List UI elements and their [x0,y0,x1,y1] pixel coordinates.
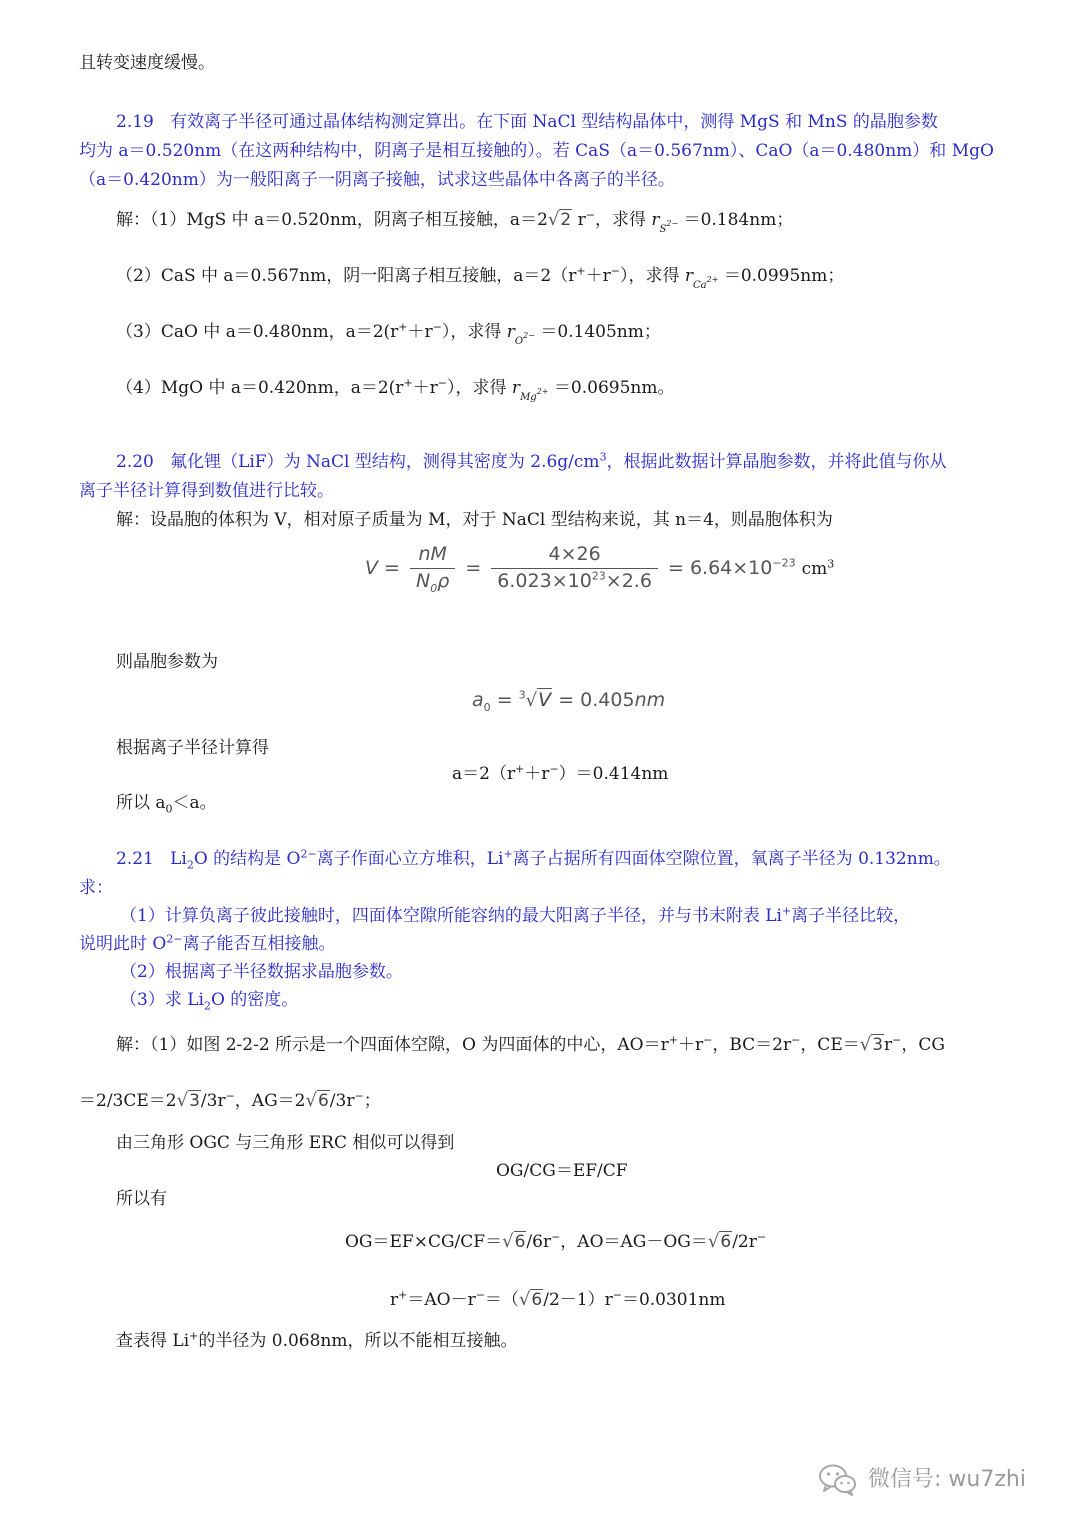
text-line: 所以 $a_0<a$。 [116,793,217,816]
text-line: 说明此时 $O^{2-}$离子能否互相接触。 [79,932,336,954]
question-number: 2.20 [116,452,154,472]
text-line: （a＝0.420nm）为一般阳离子一阴离子接触，试求这些晶体中各离子的半径。 [79,170,675,190]
question-number: 2.19 [116,112,154,132]
text-line: （3）求 $Li_2O$ 的密度。 [120,990,299,1013]
formula-a: a＝2（r+＋r−）＝0.414nm [452,762,669,784]
solution-line: ＝2/3CE＝2√3/3r−，AG＝2√6/3r−； [79,1089,381,1113]
wechat-icon [818,1463,858,1497]
solution-line: 解：（1）MgS 中 a＝0.520nm，阴离子相互接触，a＝2√2 r−，求得 $r_{S^{2-}} =0.184nm$； [116,208,794,235]
text-line: 根据离子半径计算得 [116,738,269,758]
solution-line: （3）CaO 中 a＝0.480nm，a＝2(r+＋r−），求得 $r_{O^{2-}} =0.1405nm$； [116,320,661,347]
question-2-21: 2.21 $Li_2O$ 的结构是 $O^{2-}$离子作面心立方堆积，Li+离子占据所有四面体空隙位置，氧离子半径为 0.132nm。 [116,847,951,872]
text-line: 查表得 Li+的半径为 0.068nm，所以不能相互接触。 [116,1329,518,1351]
formula-og: OG＝EF×CG/CF＝√6/6r−，AO＝AG－OG＝√6/2r− [345,1230,767,1252]
formula-a0: $a_0 = ^3√V = 0.405nm$ [472,688,666,714]
text-line: 离子半径计算得到数值进行比较。 [79,481,334,501]
text-line: 则晶胞参数为 [116,652,218,672]
formula-volume: V = $\frac{nM}{N_0\rho}$ = $\frac{4\times 26}{6.023\times 10^{23}\times 2.6}$ = $6.64\times 10^{-23}$ $cm^3$ [365,543,835,595]
text-line: （1）计算负离子彼此接触时，四面体空隙所能容纳的最大阳离子半径，并与书末附表 Li+离子半径比较， [120,904,911,926]
question-number: 2.21 [116,849,154,869]
question-2-20: 2.20 氟化锂（LiF）为 NaCl 型结构，测得其密度为 $2.6g/cm^3$，根据此数据计算晶胞参数，并将此值与你从 [116,450,947,472]
solution-line: 解：（1）如图 2-2-2 所示是一个四面体空隙，O 为四面体的中心，AO＝r+＋r−，BC＝2r−，CE＝√3r−，CG [116,1033,945,1057]
solution-line: （2）CaS 中 a＝0.567nm，阴一阳离子相互接触，a＝2（r+＋r−），求得 $r_{Ca^{2+}} =0.0995nm$； [116,264,845,291]
solution-line: 解：设晶胞的体积为 V，相对原子质量为 M，对于 NaCl 型结构来说，其 n＝4，则晶胞体积为 [116,510,833,530]
watermark-text: 微信号: wu7zhi [868,1467,1026,1493]
text-line: 所以有 [116,1189,167,1209]
formula-ratio: OG/CG＝EF/CF [496,1161,628,1181]
text-line: 且转变速度缓慢。 [79,53,215,73]
sqrt-2: √2 [547,209,572,230]
solution-line: （4）MgO 中 a＝0.420nm，a＝2(r+＋r−），求得 $r_{Mg^{2+}} =0.0695nm$。 [116,376,675,403]
formula-rplus: r+＝AO－r−＝（√6/2－1）r−＝0.0301nm [390,1288,726,1310]
watermark [818,1460,1026,1500]
text-line: 求： [79,878,113,898]
sqrt-3: √3 [859,1034,884,1055]
sqrt-3: √3 [176,1090,200,1111]
text-line: 由三角形 OGC 与三角形 ERC 相似可以得到 [116,1133,455,1153]
text-line: （2）根据离子半径数据求晶胞参数。 [120,962,403,982]
text-line: 均为 a＝0.520nm（在这两种结构中，阴离子是相互接触的）。若 CaS（a＝0.567nm）、CaO（a＝0.480nm）和 MgO [79,141,994,161]
question-2-19: 2.19 有效离子半径可通过晶体结构测定算出。在下面 NaCl 型结构晶体中，测得 MgS 和 MnS 的晶胞参数 [116,112,938,132]
sqrt-6: √6 [305,1090,329,1111]
